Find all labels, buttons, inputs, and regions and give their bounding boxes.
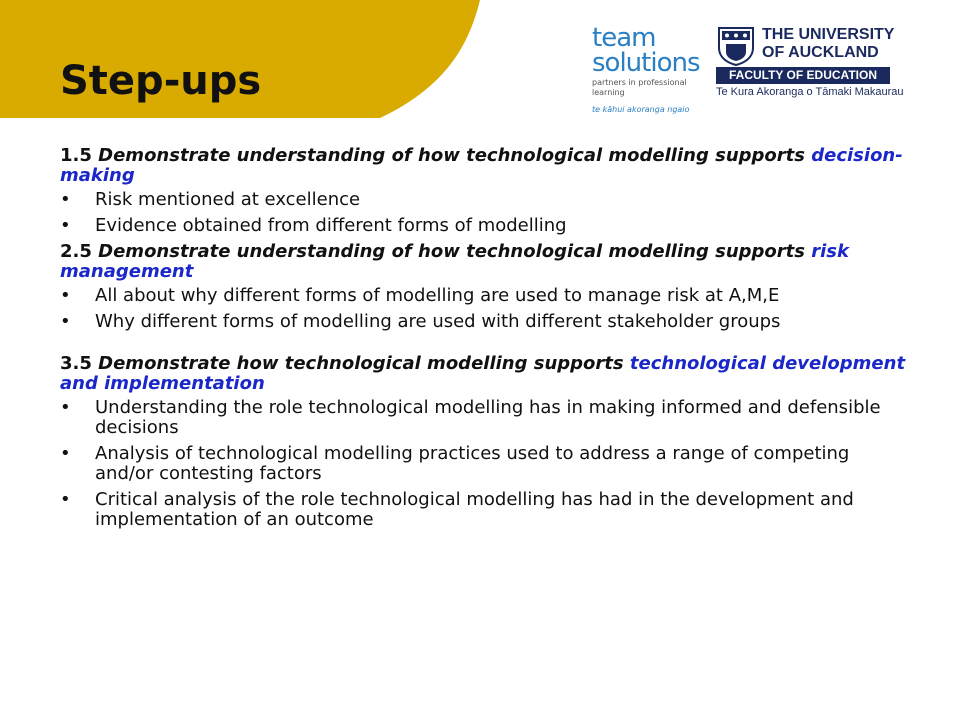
faculty-banner: FACULTY OF EDUCATION	[716, 67, 890, 84]
team-solutions-logo	[592, 23, 702, 114]
spacer	[60, 338, 910, 354]
team-solutions-logo-line1: team	[592, 23, 656, 53]
list-item	[60, 398, 910, 438]
list-item-text: Analysis of technological modelling practices used to address a range of competing and/or contesting factors	[95, 443, 850, 484]
section-heading-text: Demonstrate understanding of how technological modelling supports	[91, 145, 812, 166]
page-title: Step-ups	[60, 58, 262, 104]
list-item	[60, 490, 910, 530]
list-item	[60, 312, 910, 332]
list-item-text: Why different forms of modelling are used with different stakeholder groups	[95, 311, 781, 332]
bullet-icon: •	[60, 285, 71, 306]
team-solutions-tagline: partners in professional learning	[592, 78, 687, 97]
section-heading-1	[60, 146, 910, 186]
section-heading-text: Demonstrate understanding of how technological modelling supports	[91, 241, 812, 262]
slide-content	[60, 146, 910, 536]
team-solutions-logo-line2: solutions	[592, 48, 700, 78]
list-item-text: Understanding the role technological modelling has in making informed and defensible decisions	[95, 397, 881, 438]
list-item-text: Risk mentioned at excellence	[95, 189, 361, 210]
university-maori-name: Te Kura Akoranga o Tāmaki Makaurau	[716, 86, 904, 98]
university-name-line1: THE UNIVERSITY	[762, 26, 895, 43]
university-crest-icon	[716, 26, 756, 66]
section-heading-highlight: technological development and implementation	[60, 353, 906, 394]
section-heading-3	[60, 354, 910, 394]
list-item	[60, 444, 910, 484]
university-name-line2: OF AUCKLAND	[762, 44, 879, 61]
list-item	[60, 286, 910, 306]
bullet-icon: •	[60, 489, 71, 510]
bullet-icon: •	[60, 215, 71, 236]
section-heading-2	[60, 242, 910, 282]
list-item	[60, 190, 910, 210]
team-solutions-maori: te kāhui akoranga ngaio	[592, 105, 690, 114]
bullet-icon: •	[60, 189, 71, 210]
section-number: 3.5	[60, 353, 92, 374]
bullet-list	[60, 190, 910, 236]
section-heading-highlight: decision-making	[60, 145, 903, 186]
list-item-text: Critical analysis of the role technological modelling has had in the development and implementation of an outcome	[95, 489, 854, 530]
section-number: 2.5	[60, 241, 92, 262]
bullet-icon: •	[60, 397, 71, 418]
bullet-icon: •	[60, 311, 71, 332]
bullet-icon: •	[60, 443, 71, 464]
list-item	[60, 216, 910, 236]
bullet-list	[60, 398, 910, 530]
university-of-auckland-logo	[716, 26, 904, 98]
bullet-list	[60, 286, 910, 332]
section-number: 1.5	[60, 145, 92, 166]
section-heading-highlight: risk management	[60, 241, 849, 282]
list-item-text: Evidence obtained from different forms of modelling	[95, 215, 567, 236]
list-item-text: All about why different forms of modelling are used to manage risk at A,M,E	[95, 285, 780, 306]
section-heading-text: Demonstrate how technological modelling supports	[91, 353, 630, 374]
